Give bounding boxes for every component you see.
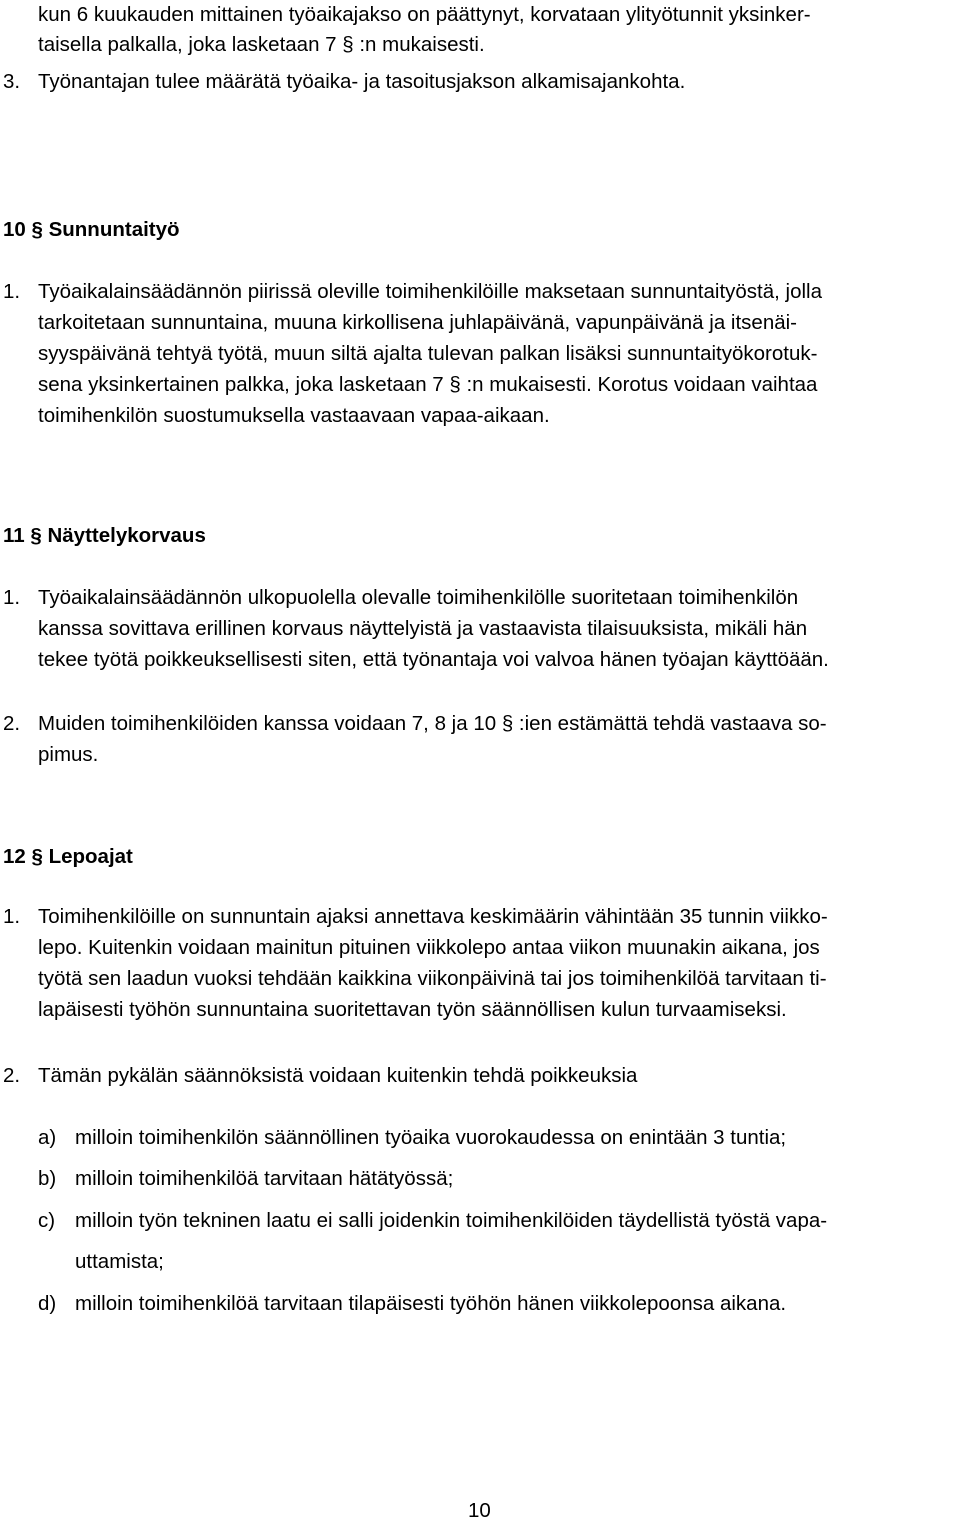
paragraph-line: tekee työtä poikkeuksellisesti siten, että työnantaja voi valvoa hänen työajan käyttöään. (38, 648, 829, 671)
section-heading: 10 § Sunnuntaityö (3, 218, 180, 241)
page-number: 10 (468, 1499, 491, 1522)
paragraph-line: toimihenkilön suostumuksella vastaavaan vapaa-aikaan. (38, 404, 550, 427)
paragraph-number: 1. (3, 586, 21, 609)
paragraph-line: Tämän pykälän säännöksistä voidaan kuitenkin tehdä poikkeuksia (38, 1064, 638, 1087)
paragraph-line: kanssa sovittava erillinen korvaus näyttelyistä ja vastaavista tilaisuuksista, mikäli hän (38, 617, 808, 640)
paragraph-number: 1. (3, 280, 21, 303)
paragraph-line: Toimihenkilöille on sunnuntain ajaksi annettava keskimäärin vähintään 35 tunnin viikko- (38, 905, 828, 928)
paragraph-number: 2. (3, 1064, 21, 1087)
list-marker: c) (38, 1209, 56, 1232)
intro-line-2: taisella palkalla, joka lasketaan 7 § :n mukaisesti. (38, 33, 485, 56)
list-item: milloin toimihenkilöä tarvitaan tilapäisesti työhön hänen viikkolepoonsa aikana. (75, 1292, 787, 1315)
paragraph-line: työtä sen laadun vuoksi tehdään kaikkina viikonpäivinä tai jos toimihenkilöä tarvitaan ti- (38, 967, 827, 990)
list-item-continuation: uttamista; (75, 1250, 164, 1273)
list-item: milloin toimihenkilön säännöllinen työaika vuorokaudessa on enintään 3 tuntia; (75, 1126, 787, 1149)
item-text: Työnantajan tulee määrätä työaika- ja tasoitusjakson alkamisajankohta. (38, 70, 686, 93)
paragraph-number: 2. (3, 712, 21, 735)
section-heading: 11 § Näyttelykorvaus (3, 524, 206, 547)
paragraph-line: lepo. Kuitenkin voidaan mainitun pituinen viikkolepo antaa viikon muunakin aikana, jos (38, 936, 820, 959)
paragraph-line: Muiden toimihenkilöiden kanssa voidaan 7, 8 ja 10 § :ien estämättä tehdä vastaava so- (38, 712, 827, 735)
paragraph-line: syyspäivänä tehtyä työtä, muun siltä ajalta tulevan palkan lisäksi sunnuntaityökorotuk- (38, 342, 818, 365)
item-number: 3. (3, 70, 21, 93)
paragraph-line: tarkoitetaan sunnuntaina, muuna kirkollisena juhlapäivänä, vapunpäivänä ja itsenäi- (38, 311, 798, 334)
paragraph-number: 1. (3, 905, 21, 928)
paragraph-line: lapäisesti työhön sunnuntaina suoritettavan työn säännöllisen kulun turvaamiseksi. (38, 998, 787, 1021)
list-item: milloin toimihenkilöä tarvitaan hätätyössä; (75, 1167, 454, 1190)
paragraph-line: pimus. (38, 743, 99, 766)
list-marker: a) (38, 1126, 57, 1149)
list-marker: b) (38, 1167, 57, 1190)
list-marker: d) (38, 1292, 57, 1315)
paragraph-line: Työaikalainsäädännön piirissä oleville toimihenkilöille maksetaan sunnuntaityöstä, jolla (38, 280, 823, 303)
intro-line (38, 3, 955, 27)
paragraph-line: Työaikalainsäädännön ulkopuolella olevalle toimihenkilölle suoritetaan toimihenkilön (38, 586, 799, 609)
list-item: milloin työn tekninen laatu ei salli joidenkin toimihenkilöiden täydellistä työstä vapa- (75, 1209, 828, 1232)
intro-line-1: kun 6 kuukauden mittainen työaikajakso on päättynyt, korvataan ylityötunnit yksinker- (38, 3, 811, 26)
section-heading: 12 § Lepoajat (3, 845, 133, 868)
paragraph-line: sena yksinkertainen palkka, joka lasketaan 7 § :n mukaisesti. Korotus voidaan vaihtaa (38, 373, 818, 396)
